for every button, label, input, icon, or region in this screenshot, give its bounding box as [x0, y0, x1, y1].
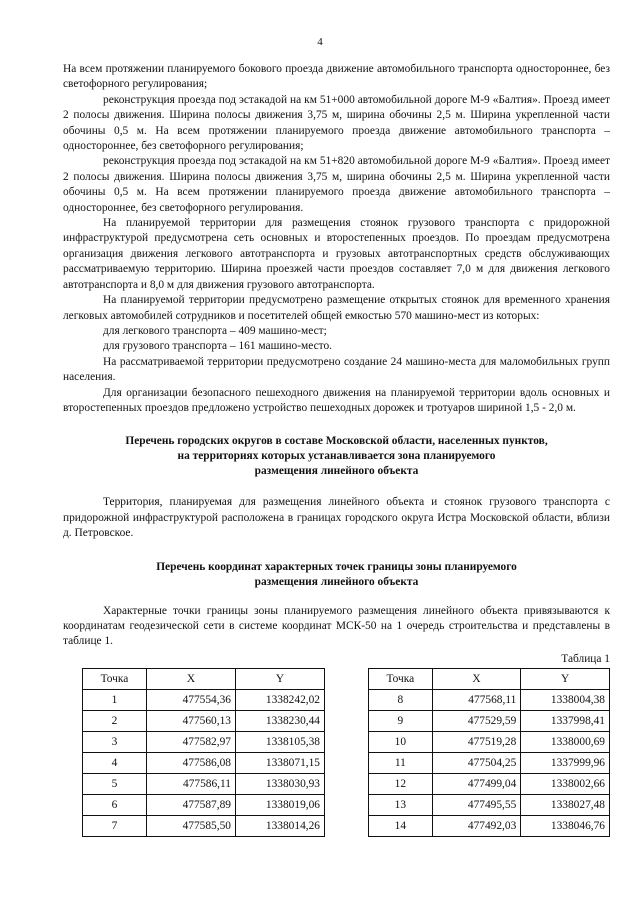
x-cell: 477499,04 [432, 773, 521, 794]
x-cell: 477519,28 [432, 731, 521, 752]
paragraph: реконструкция проезда под эстакадой на км 51+000 автомобильной дороге М-9 «Балтия». Проезд имеет 2 полосы движения. Ширина полосы движения 3,75 м, ширина обочины 2,5 м. Ширина укрепленной части обочины 0,5 м. На всем протяжении планируемого проезда движение автомобильного транспорта – одностороннее, без светофорного регулирования; [63, 93, 610, 153]
table-row [83, 773, 325, 794]
point-cell: 1 [83, 689, 147, 710]
y-cell: 1337999,96 [521, 752, 610, 773]
x-cell: 477585,50 [147, 815, 236, 836]
paragraph: Характерные точки границы зоны планируемого размещения линейного объекта привязываются к координатам геодезической сети в системе координат МСК-50 на 1 очередь строительства и представлены в таблице 1. [63, 604, 610, 648]
y-cell: 1338230,44 [236, 710, 325, 731]
coordinates-table-right [368, 668, 610, 837]
list-item: для грузового транспорта – 161 машино-место. [103, 340, 332, 353]
x-cell: 477586,11 [147, 773, 236, 794]
table-row [369, 815, 610, 836]
table-row [369, 773, 610, 794]
point-cell: 13 [369, 794, 433, 815]
x-cell: 477560,13 [147, 710, 236, 731]
table-header-row [369, 668, 610, 689]
section-heading: на территориях которых устанавливается зона планируемого [177, 450, 496, 463]
point-cell: 9 [369, 710, 433, 731]
table-row [83, 710, 325, 731]
x-cell: 477586,08 [147, 752, 236, 773]
table-row [369, 752, 610, 773]
x-cell: 477582,97 [147, 731, 236, 752]
point-cell: 11 [369, 752, 433, 773]
table-header-row [83, 668, 325, 689]
y-cell: 1338000,69 [521, 731, 610, 752]
paragraph: На рассматриваемой территории предусмотрено создание 24 машино-места для маломобильных групп населения. [63, 355, 610, 384]
point-cell: 14 [369, 815, 433, 836]
table-row [83, 689, 325, 710]
document-body [63, 62, 610, 832]
y-cell: 1338242,02 [236, 689, 325, 710]
point-cell: 8 [369, 689, 433, 710]
table-row [369, 689, 610, 710]
column-header: Точка [369, 668, 433, 689]
point-cell: 7 [83, 815, 147, 836]
y-cell: 1338002,66 [521, 773, 610, 794]
x-cell: 477587,89 [147, 794, 236, 815]
table-row [83, 752, 325, 773]
point-cell: 5 [83, 773, 147, 794]
y-cell: 1338019,06 [236, 794, 325, 815]
coordinates-table-left [82, 668, 325, 837]
table-row [369, 731, 610, 752]
column-header: X [147, 668, 236, 689]
y-cell: 1338027,48 [521, 794, 610, 815]
paragraph: На планируемой территории для размещения стоянок грузового транспорта с придорожной инфраструктурой предусмотрена сеть основных и второстепенных проездов. По проездам предусмотрена организация движения легкового автотранспорта и грузовых автотранспортных средств обслуживающих рассматриваемую территорию. Ширина проезжей части проездов составляет 7,0 м для движения легкового автотранспорта и 8,0 м для движения грузового автотранспорта. [63, 217, 610, 291]
table-row [83, 815, 325, 836]
section-heading: размещения линейного объекта [254, 465, 419, 478]
point-cell: 10 [369, 731, 433, 752]
page-number: 4 [317, 36, 323, 48]
x-cell: 477504,25 [432, 752, 521, 773]
paragraph: реконструкция проезда под эстакадой на км 51+820 автомобильной дороге М-9 «Балтия». Проезд имеет 2 полосы движения. Ширина полосы движения 3,75 м, ширина обочины 2,5 м. Ширина укрепленной части обочины 0,5 м. На всем протяжении планируемого проезда движение автомобильного транспорта – одностороннее, без светофорного регулирования. [63, 155, 610, 214]
column-header: Точка [83, 668, 147, 689]
y-cell: 1338004,38 [521, 689, 610, 710]
table-caption: Таблица 1 [561, 652, 610, 665]
paragraph: На всем протяжении планируемого бокового проезда движение автомобильного транспорта одностороннее, без светофорного регулирования; [63, 63, 610, 91]
x-cell: 477529,59 [432, 710, 521, 731]
point-cell: 3 [83, 731, 147, 752]
column-header: Y [521, 668, 610, 689]
point-cell: 4 [83, 752, 147, 773]
y-cell: 1338071,15 [236, 752, 325, 773]
x-cell: 477568,11 [432, 689, 521, 710]
column-header: X [432, 668, 521, 689]
column-header: Y [236, 668, 325, 689]
x-cell: 477492,03 [432, 815, 521, 836]
paragraph: На планируемой территории предусмотрено размещение открытых стоянок для временного хранения легковых автомобилей сотрудников и посетителей общей емкостью 570 машино-мест из которых: [63, 294, 610, 322]
section-heading: Перечень координат характерных точек границы зоны планируемого [156, 560, 517, 573]
section-heading: размещения линейного объекта [254, 575, 419, 588]
point-cell: 12 [369, 773, 433, 794]
point-cell: 6 [83, 794, 147, 815]
coordinates-tables [63, 668, 610, 832]
paragraph: Для организации безопасного пешеходного движения на планируемой территории вдоль основных и второстепенных проездов предложено устройство пешеходных дорожек и тротуаров шириной 1,5 - 2,0 м. [63, 386, 610, 414]
x-cell: 477554,36 [147, 689, 236, 710]
y-cell: 1338014,26 [236, 815, 325, 836]
list-item: для легкового транспорта – 409 машино-мест; [103, 324, 327, 337]
section-heading: Перечень городских округов в составе Московской области, населенных пунктов, [125, 435, 548, 448]
table-row [83, 794, 325, 815]
table-row [369, 710, 610, 731]
table-row [369, 794, 610, 815]
x-cell: 477495,55 [432, 794, 521, 815]
point-cell: 2 [83, 710, 147, 731]
y-cell: 1338105,38 [236, 731, 325, 752]
paragraph: Территория, планируемая для размещения линейного объекта и стоянок грузового транспорта с придорожной инфраструктурой расположена в границах городского округа Истра Московской области, вблизи д. Петровское. [63, 496, 610, 540]
table-row [83, 731, 325, 752]
y-cell: 1337998,41 [521, 710, 610, 731]
y-cell: 1338046,76 [521, 815, 610, 836]
y-cell: 1338030,93 [236, 773, 325, 794]
